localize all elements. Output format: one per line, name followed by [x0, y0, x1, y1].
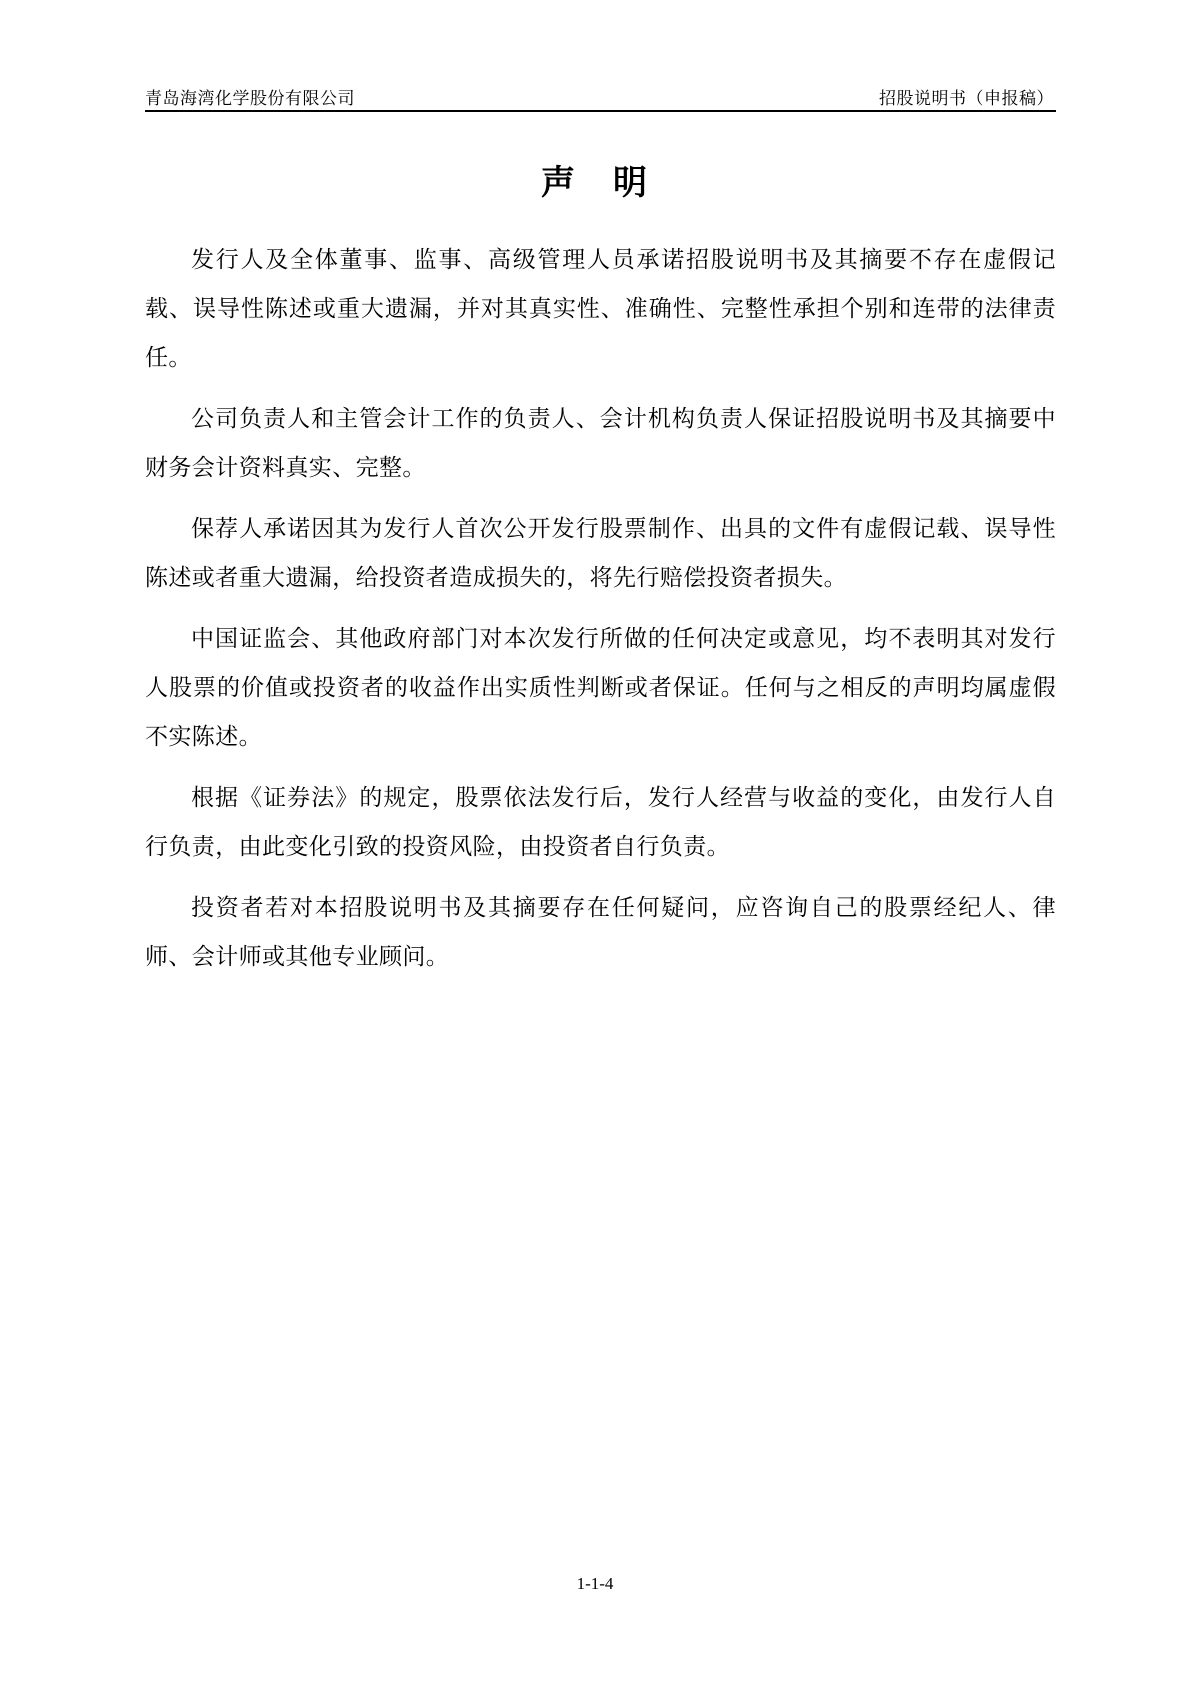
- header-document-title: 招股说明书（申报稿）: [879, 89, 1054, 109]
- statement-paragraph-5: 根据《证券法》的规定，股票依法发行后，发行人经营与收益的变化，由发行人自行负责，由此变化引致的投资风险，由投资者自行负责。: [145, 785, 1056, 860]
- statement-paragraph-4: 中国证监会、其他政府部门对本次发行所做的任何决定或意见，均不表明其对发行人股票的价值或投资者的收益作出实质性判断或者保证。任何与之相反的声明均属虚假不实陈述。: [145, 626, 1056, 750]
- page-number: 1-1-4: [576, 1574, 614, 1593]
- statement-paragraph-1: 发行人及全体董事、监事、高级管理人员承诺招股说明书及其摘要不存在虚假记载、误导性陈述或重大遗漏，并对其真实性、准确性、完整性承担个别和连带的法律责任。: [145, 247, 1056, 371]
- statement-paragraph-2: 公司负责人和主管会计工作的负责人、会计机构负责人保证招股说明书及其摘要中财务会计资料真实、完整。: [145, 406, 1056, 481]
- statement-paragraph-3: 保荐人承诺因其为发行人首次公开发行股票制作、出具的文件有虚假记载、误导性陈述或者重大遗漏，给投资者造成损失的，将先行赔偿投资者损失。: [145, 516, 1056, 591]
- statement-body: [145, 236, 1056, 994]
- statement-paragraph-6: 投资者若对本招股说明书及其摘要存在任何疑问，应咨询自己的股票经纪人、律师、会计师或其他专业顾问。: [145, 895, 1056, 970]
- header-company-name: 青岛海湾化学股份有限公司: [145, 89, 355, 109]
- page-header: [145, 82, 1056, 112]
- page-title: 声 明: [541, 163, 649, 203]
